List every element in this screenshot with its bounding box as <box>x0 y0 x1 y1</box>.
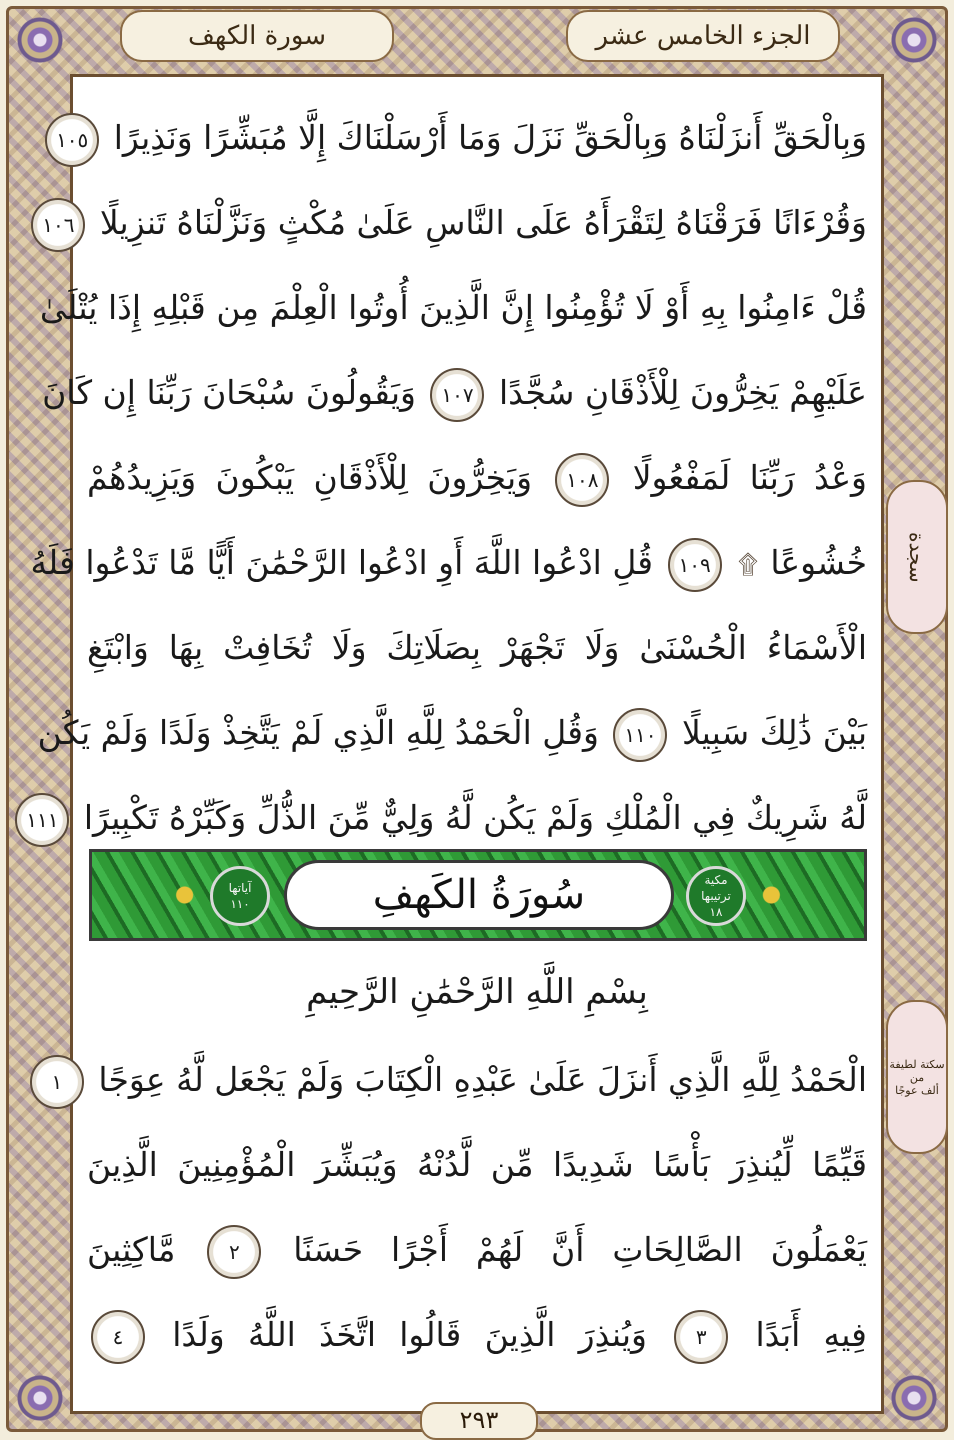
corner-ornament <box>891 1375 937 1421</box>
verse-line <box>56 95 881 180</box>
verse-line <box>39 265 881 350</box>
ayah-number-marker: ١٠٨ <box>555 453 609 507</box>
medal-text: ١٨ <box>709 905 723 919</box>
verse-text: وَيَخِرُّونَ لِلْأَذْقَانِ يَبْكُونَ وَيَزِيدُهُمْ <box>87 458 533 497</box>
sajda-tab <box>886 480 948 634</box>
corner-ornament <box>17 1375 63 1421</box>
ayah-number-marker: ١٠٩ <box>668 538 722 592</box>
verse-text: لَّهُ شَرِيكٌ فِي الْمُلْكِ وَلَمْ يَكُن لَّهُ وَلِيٌّ مِّنَ الذُّلِّ وَكَبِّرْهُ تَكْبِيرًا <box>83 798 867 837</box>
verse-text: قَيِّمًا لِّيُنذِرَ بَأْسًا شَدِيدًا مِّن لَّدُنْهُ وَيُبَشِّرَ الْمُؤْمِنِينَ الَّذِينَ <box>87 1145 867 1184</box>
surah-title-text: سُورَةُ الكَهفِ <box>372 872 586 918</box>
page-number <box>420 1402 538 1440</box>
pause-note-line: سكتة لطيفة <box>889 1057 945 1071</box>
surah-ayah-count-medal <box>210 866 270 926</box>
medal-text: مكية <box>704 873 728 887</box>
mushaf-page <box>26 74 884 1414</box>
verse-line <box>73 1122 881 1207</box>
header-juz-name <box>566 10 840 62</box>
surah-title <box>284 860 674 930</box>
surah-header-banner <box>89 849 867 941</box>
ayah-number-marker: ١١١ <box>15 793 69 847</box>
ayah-number-marker: ١٠٦ <box>31 198 85 252</box>
header-surah-text: سورة الكهف <box>187 21 327 51</box>
verse-text: قُلْ ءَامِنُوا بِهِ أَوْ لَا تُؤْمِنُوا إِنَّ الَّذِينَ أُوتُوا الْعِلْمَ مِن قَبْلِهِ إِذَا يُتْلَىٰ <box>39 288 867 327</box>
surah-order-medal <box>686 866 746 926</box>
ayah-number-marker: ١٠٧ <box>430 368 484 422</box>
verse-line <box>42 350 881 435</box>
verse-text: عَلَيْهِمْ يَخِرُّونَ لِلْأَذْقَانِ سُجَّدًا <box>498 373 867 412</box>
verse-block-bottom <box>51 1037 881 1377</box>
verse-text: وَعْدُ رَبِّنَا لَمَفْعُولًا <box>632 458 867 497</box>
verse-line <box>51 1037 881 1122</box>
bismillah: بِسْمِ اللَّهِ الرَّحْمَٰنِ الرَّحِيمِ <box>306 972 648 1012</box>
verse-text: وَيُنذِرَ الَّذِينَ قَالُوا اتَّخَذَ اللَّهُ وَلَدًا <box>172 1315 647 1354</box>
pause-note-tab <box>886 1000 948 1154</box>
verse-text: وَبِالْحَقِّ أَنزَلْنَاهُ وَبِالْحَقِّ نَزَلَ وَمَا أَرْسَلْنَاكَ إِلَّا مُبَشِّرًا وَنَذِيرًا <box>113 118 867 157</box>
medal-text: ترتيبها <box>701 889 731 903</box>
verse-line <box>37 690 881 775</box>
corner-ornament <box>17 17 63 63</box>
verse-text: وَقُلِ الْحَمْدُ لِلَّهِ الَّذِي لَمْ يَتَّخِذْ وَلَدًا وَلَمْ يَكُن <box>37 713 599 752</box>
pause-note-line: من <box>909 1070 925 1084</box>
ayah-number-marker: ٤ <box>91 1310 145 1364</box>
verse-text: الْحَمْدُ لِلَّهِ الَّذِي أَنزَلَ عَلَىٰ عَبْدِهِ الْكِتَابَ وَلَمْ يَجْعَل لَّهُ عِوَجًا <box>98 1060 867 1099</box>
verse-text: مَّاكِثِينَ <box>87 1230 176 1269</box>
verse-text: وَيَقُولُونَ سُبْحَانَ رَبِّنَا إِن كَانَ <box>42 373 416 412</box>
verse-line <box>26 775 881 860</box>
verse-text: وَقُرْءَانًا فَرَقْنَاهُ لِتَقْرَأَهُ عَلَى النَّاسِ عَلَىٰ مُكْثٍ وَنَزَّلْنَاهُ تَنزِيلًا <box>99 203 867 242</box>
verse-line <box>73 605 881 690</box>
ayah-number-marker: ٣ <box>674 1310 728 1364</box>
verse-text: بَيْنَ ذَٰلِكَ سَبِيلًا <box>681 713 867 752</box>
verse-text: قُلِ ادْعُوا اللَّهَ أَوِ ادْعُوا الرَّحْمَٰنَ أَيًّا مَّا تَدْعُوا فَلَهُ <box>30 543 654 582</box>
pause-note-line: ألف عوجًا <box>895 1083 939 1097</box>
verse-text: خُشُوعًا <box>770 543 867 582</box>
verse-text: الْأَسْمَاءُ الْحُسْنَىٰ وَلَا تَجْهَرْ بِصَلَاتِكَ وَلَا تُخَافِتْ بِهَا وَابْتَغِ <box>87 628 867 667</box>
ayah-number-marker: ٢ <box>207 1225 261 1279</box>
medal-text: ١١٠ <box>230 897 250 911</box>
verse-line <box>73 1207 881 1292</box>
verse-block-top <box>26 95 881 860</box>
ayah-number-marker: ١٠٥ <box>45 113 99 167</box>
verse-text: فِيهِ أَبَدًا <box>755 1315 867 1354</box>
page-number-text: ٢٩٣ <box>459 1406 499 1434</box>
verse-line <box>30 520 881 605</box>
sajda-mihrab-icon: ۩ <box>738 549 758 580</box>
verse-line <box>73 1292 881 1377</box>
verse-line <box>73 435 881 520</box>
ayah-number-marker: ١١٠ <box>613 708 667 762</box>
sajda-tab-label: سجدة <box>905 531 929 583</box>
verse-text: يَعْمَلُونَ الصَّالِحَاتِ أَنَّ لَهُمْ أَجْرًا حَسَنًا <box>293 1230 867 1269</box>
header-surah-name <box>120 10 394 62</box>
corner-ornament <box>891 17 937 63</box>
header-juz-text: الجزء الخامس عشر <box>595 21 811 51</box>
ayah-number-marker: ١ <box>30 1055 84 1109</box>
verse-line <box>42 180 881 265</box>
medal-text: آياتها <box>228 881 252 895</box>
